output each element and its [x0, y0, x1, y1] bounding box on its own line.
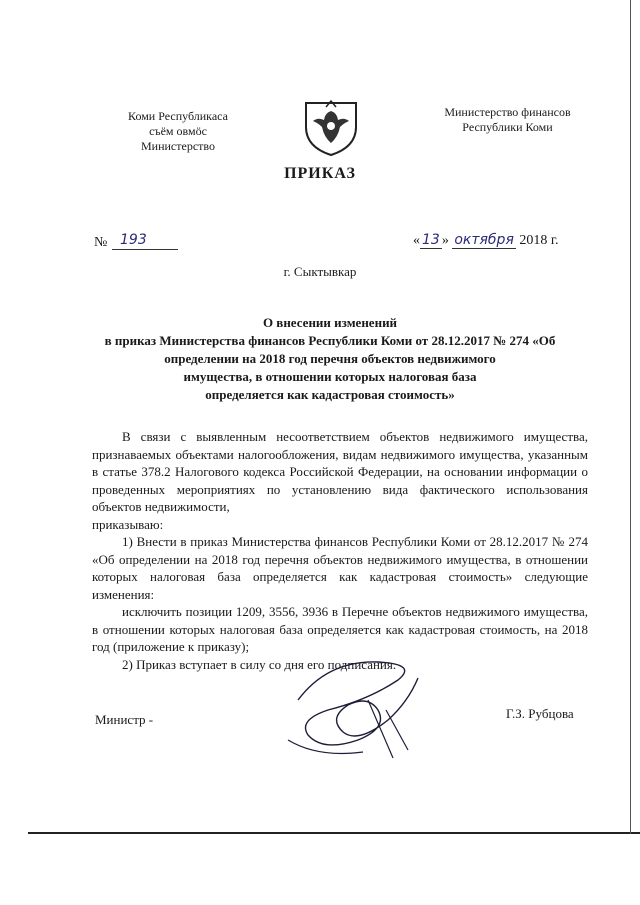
signoff-name: Г.З. Рубцова — [506, 706, 574, 721]
scan-right-border — [630, 0, 631, 834]
scan-bottom-border — [28, 832, 640, 834]
coat-of-arms-icon — [298, 93, 364, 159]
signoff-position: Министр - — [95, 712, 154, 727]
date-month: октября — [454, 232, 514, 248]
body-paragraph-item-1: 1) Внести в приказ Министерства финансов Республики Коми от 28.12.2017 № 274 «Об определении на 2018 год перечня объектов недвижимого имущества, в отношении которых налоговая база определяется как кадастровая стоимость» следующие изменения: — [92, 534, 588, 602]
subject-line: определяется как кадастровая стоимость» — [205, 387, 455, 402]
subject-line: в приказ Министерства финансов Республики Коми от 28.12.2017 № 274 «Об — [104, 333, 556, 348]
subject-line: О внесении изменений — [262, 315, 398, 330]
date-open-quote: « — [413, 233, 420, 248]
header-right-ministry — [420, 105, 595, 135]
header-right-line: Министерство финансов — [444, 105, 571, 119]
order-number-label: № — [94, 235, 108, 250]
order-subject — [80, 314, 580, 404]
date-year: 2018 г. — [519, 233, 559, 248]
subject-line: определении на 2018 год перечня объектов недвижимого — [164, 351, 496, 366]
subject-line: имущества, в отношении которых налоговая база — [183, 369, 477, 384]
body-paragraph-exclusion: исключить позиции 1209, 3556, 3936 в Перечне объектов недвижимого имущества, в отношении которых налоговая база определяется как кадастровая стоимость, на 2018 год (приложение к приказу); — [92, 604, 588, 654]
handwritten-signature — [268, 640, 428, 770]
order-date — [413, 232, 559, 249]
body-paragraph-preamble: В связи с выявленным несоответствием объектов недвижимого имущества, признаваемых объектами налогообложения, видам недвижимого имущества, указанным в статье 378.2 Налогового кодекса Российской Федерации, на основании информации о проведенных мероприятиях по установлению вида фактического использования объектов недвижимости, — [92, 429, 588, 514]
document-title: ПРИКАЗ — [284, 165, 356, 182]
header-left-line: Коми Республикаса — [128, 109, 228, 123]
header-left-komi — [98, 109, 258, 154]
header-left-line: Министерство — [141, 139, 215, 153]
order-number-field: 193 — [112, 232, 178, 250]
date-close-quote: » — [441, 233, 449, 248]
header-right-line: Республики Коми — [462, 120, 553, 134]
header-left-line: съём овмӧс — [149, 124, 207, 138]
body-paragraph-item-2: 2) Приказ вступает в силу со дня его подписания. — [122, 656, 397, 672]
city-line: г. Сыктывкар — [283, 264, 357, 279]
body-paragraph-order-word: приказываю: — [92, 516, 164, 532]
order-body — [92, 428, 588, 673]
date-day: 13 — [422, 232, 440, 248]
